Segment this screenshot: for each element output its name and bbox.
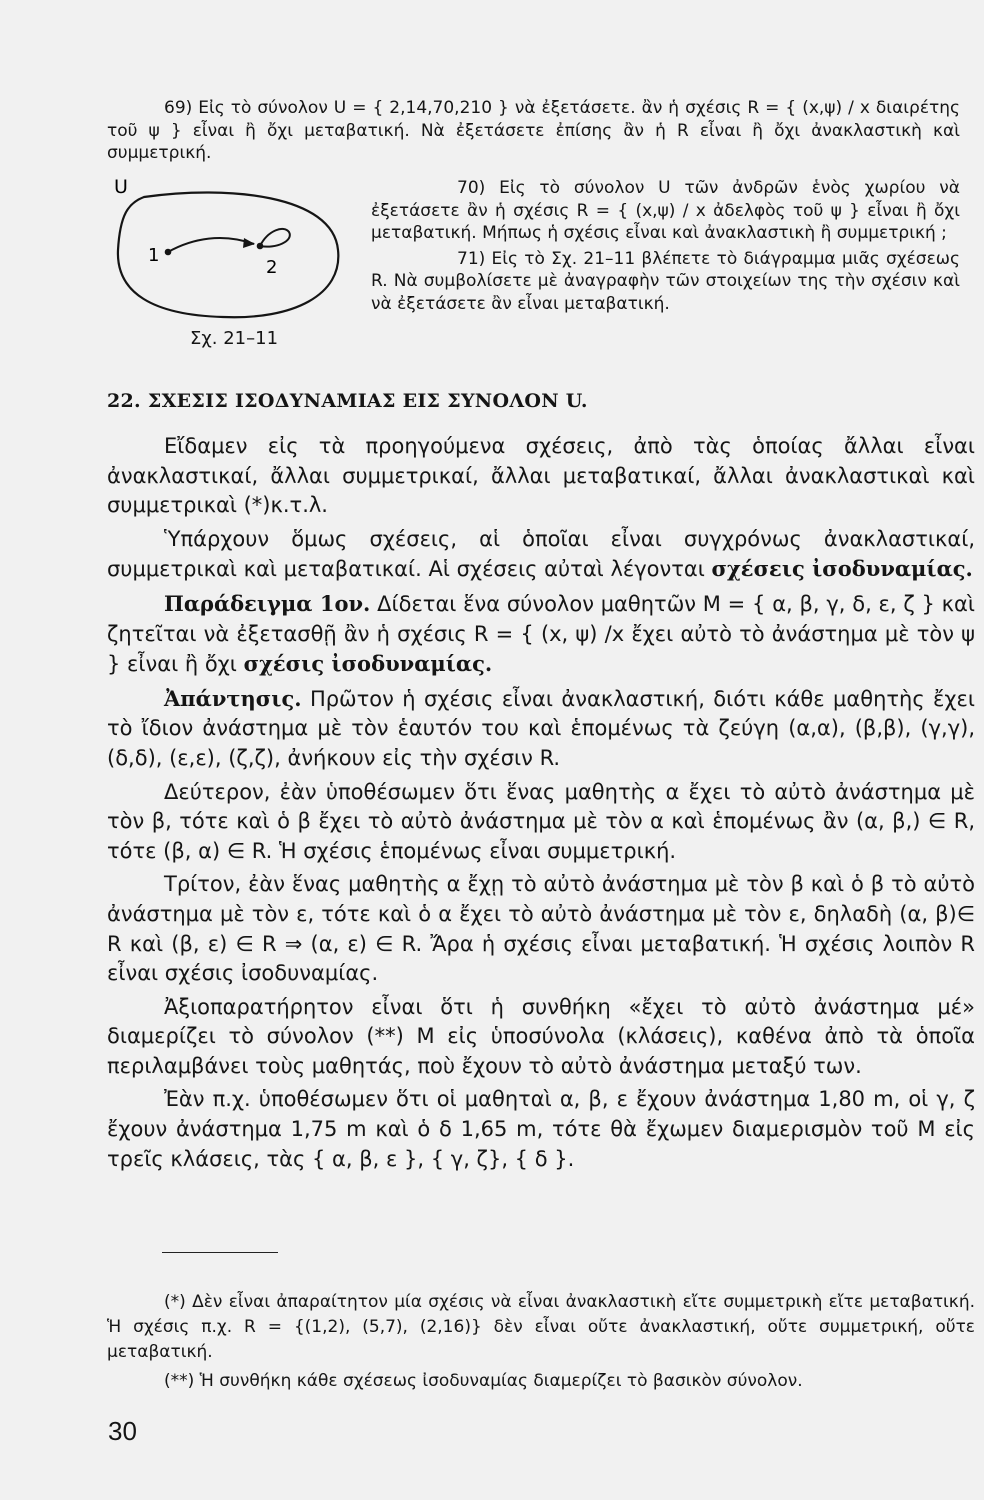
paragraph-answer	[107, 684, 975, 774]
paragraph-symmetric: Δεύτερον, ἐὰν ὑποθέσωμεν ὅτι ἕνας μαθητὴς α ἔχει τὸ αὐτὸ ἀνάστημα μὲ τὸν β, τότε καὶ ὁ β ἔχει τὸ αὐτὸ ἀνάστημα μὲ τὸν α καὶ ἑπομένως ἂν (α, β,) ∈ R, τότε (β, α) ∈ R. Ἡ σχέσις ἑπομένως εἶναι συμμετρική.	[107, 779, 975, 863]
answer-lead: Ἀπάντησις.	[164, 685, 302, 711]
page-number: 30	[108, 1416, 137, 1446]
footnote-1: (*) Δὲν εἶναι ἀπαραίτητον μία σχέσις νὰ εἶναι ἀνακλαστικὴ εἴτε συμμετρικὴ εἴτε μεταβατική. Ἡ σχέσις π.χ. R = {(1,2), (5,7), (2,16)} δὲν εἶναι οὔτε ἀνακλαστική, οὔτε συμμετρική, οὔτε μεταβατική.	[107, 1292, 975, 1362]
paragraph-partition: Ἀξιοπαρατήρητον εἶναι ὅτι ἡ συνθήκη «ἔχει τὸ αὐτὸ ἀνάστημα μέ» διαμερίζει τὸ σύνολον (**) M εἰς ὑποσύνολα (κλάσεις), καθένα ἀπὸ τὰ ὁποῖα περιλαμβάνει τοὺς μαθητάς, ποὺ ἔχουν τὸ αὐτὸ ἀνάστημα μεταξύ των.	[107, 994, 975, 1078]
point-2-label: 2	[266, 257, 278, 278]
section-heading: 22. ΣΧΕΣΙΣ ΙΣΟΔΥΝΑΜΙΑΣ ΕΙΣ ΣΥΝΟΛΟΝ U.	[107, 390, 588, 412]
example-lead: Παράδειγμα 1ον.	[164, 590, 371, 616]
term-equivalence-relations: σχέσεις ἰσοδυναμίας.	[711, 556, 973, 582]
answer-text: Πρῶτον ἡ σχέσις εἶναι ἀνακλαστική, διότι κάθε μαθητὴς ἔχει τὸ ἴδιον ἀνάστημα μὲ τὸν ἑαυτόν του καὶ ἑπομένως τὰ ζεύγη (α,α), (β,β), (γ,γ), (δ,δ), (ε,ε), (ζ,ζ), ἀνήκουν εἰς τὴν σχέσιν R.	[107, 686, 975, 770]
exercises-70-71	[371, 177, 960, 315]
self-loop-2	[260, 229, 290, 247]
footnote-divider	[162, 1252, 278, 1253]
exercise-71-text: 71) Εἰς τὸ Σχ. 21–11 βλέπετε τὸ διάγραμμα μιᾶς σχέσεως R. Νὰ συμβολίσετε μὲ ἀναγραφὴν τῶν στοιχείων της τὴν σχέσιν καὶ νὰ ἐξετάσετε ἂν εἶναι μεταβατική.	[371, 248, 960, 314]
paragraph-2-text: Ὑπάρχουν ὅμως σχέσεις, αἱ ὁποῖαι εἶναι συγχρόνως ἀνακλαστικαί, συμμετρικαὶ καὶ μεταβατικαί. Αἱ σχέσεις αὐταὶ λέγονται	[107, 526, 975, 582]
exercise-69	[107, 97, 960, 165]
term-equivalence-relation: σχέσις ἰσοδυναμίας.	[243, 651, 493, 677]
set-label-U: U	[114, 176, 128, 198]
main-body	[107, 432, 975, 1174]
point-1-label: 1	[148, 245, 160, 266]
exercise-70-text: 70) Εἰς τὸ σύνολον U τῶν ἀνδρῶν ἑνὸς χωρίου νὰ ἐξετάσετε ἂν ἡ σχέσις R = { (x,ψ) / x ἀδελφὸς τοῦ ψ } εἶναι ἢ ὄχι μεταβατική. Μήπως ἡ σχέσις εἶναι καὶ ἀνακλαστικὴ ἢ συμμετρική ;	[371, 178, 960, 243]
arrow-1-to-2	[168, 238, 254, 252]
paragraph-classes: Ἐὰν π.χ. ὑποθέσωμεν ὅτι οἱ μαθηταὶ α, β, ε ἔχουν ἀνάστημα 1,80 m, οἱ γ, ζ ἔχουν ἀνάστημα 1,75 m καὶ ὁ δ 1,65 m, τότε θὰ ἔχωμεν διαμερισμὸν τοῦ M εἰς τρεῖς κλάσεις, τὰς { α, β, ε }, { γ, ζ}, { δ }.	[107, 1087, 975, 1171]
paragraph-2	[107, 525, 975, 585]
paragraph-transitive: Τρίτον, ἐὰν ἕνας μαθητὴς α ἔχῃ τὸ αὐτὸ ἀνάστημα μὲ τὸν β καὶ ὁ β τὸ αὐτὸ ἀνάστημα μὲ τὸν ε, τότε καὶ ὁ α ἔχει τὸ αὐτὸ ἀνάστημα μὲ τὸν ε, δηλαδὴ (α, β)∈ R καὶ (β, ε) ∈ R ⇒ (α, ε) ∈ R. Ἄρα ἡ σχέσις εἶναι μεταβατική. Ἡ σχέσις λοιπὸν R εἶναι σχέσις ἰσοδυναμίας.	[107, 872, 975, 986]
footnotes	[107, 1290, 975, 1394]
paragraph-1: Εἴδαμεν εἰς τὰ προηγούμενα σχέσεις, ἀπὸ τὰς ὁποίας ἄλλαι εἶναι ἀνακλαστικαί, ἄλλαι συμμετρικαί, ἄλλαι μεταβατικαί, ἄλλαι ἀνακλαστικαὶ καὶ συμμετρικαὶ (*)κ.τ.λ.	[107, 434, 975, 518]
paragraph-example	[107, 589, 975, 680]
exercise-69-text: 69) Εἰς τὸ σύνολον U = { 2,14,70,210 } νὰ ἐξετάσετε. ἂν ἡ σχέσις R = { (x,ψ) / x διαιρέτης τοῦ ψ } εἶναι ἢ ὄχι μεταβατική. Νὰ ἐξετάσετε ἐπίσης ἂν ἡ R εἶναι ἢ ὄχι ἀνακλαστικὴ καὶ συμμετρική.	[107, 98, 960, 163]
footnote-2: (**) Ἡ συνθήκη κάθε σχέσεως ἰσοδυναμίας διαμερίζει τὸ βασικὸν σύνολον.	[164, 1371, 803, 1391]
figure-caption: Σχ. 21–11	[190, 328, 279, 349]
example-text: Δίδεται ἕνα σύνολον μαθητῶν M = { α, β, γ, δ, ε, ζ } καὶ ζητεῖται νὰ ἐξετασθῇ ἂν ἡ σχέσις R = { (x, ψ) /x ἔχει αὐτὸ τὸ ἀνάστημα μὲ τὸν ψ } εἶναι ἢ ὄχι	[107, 591, 975, 677]
